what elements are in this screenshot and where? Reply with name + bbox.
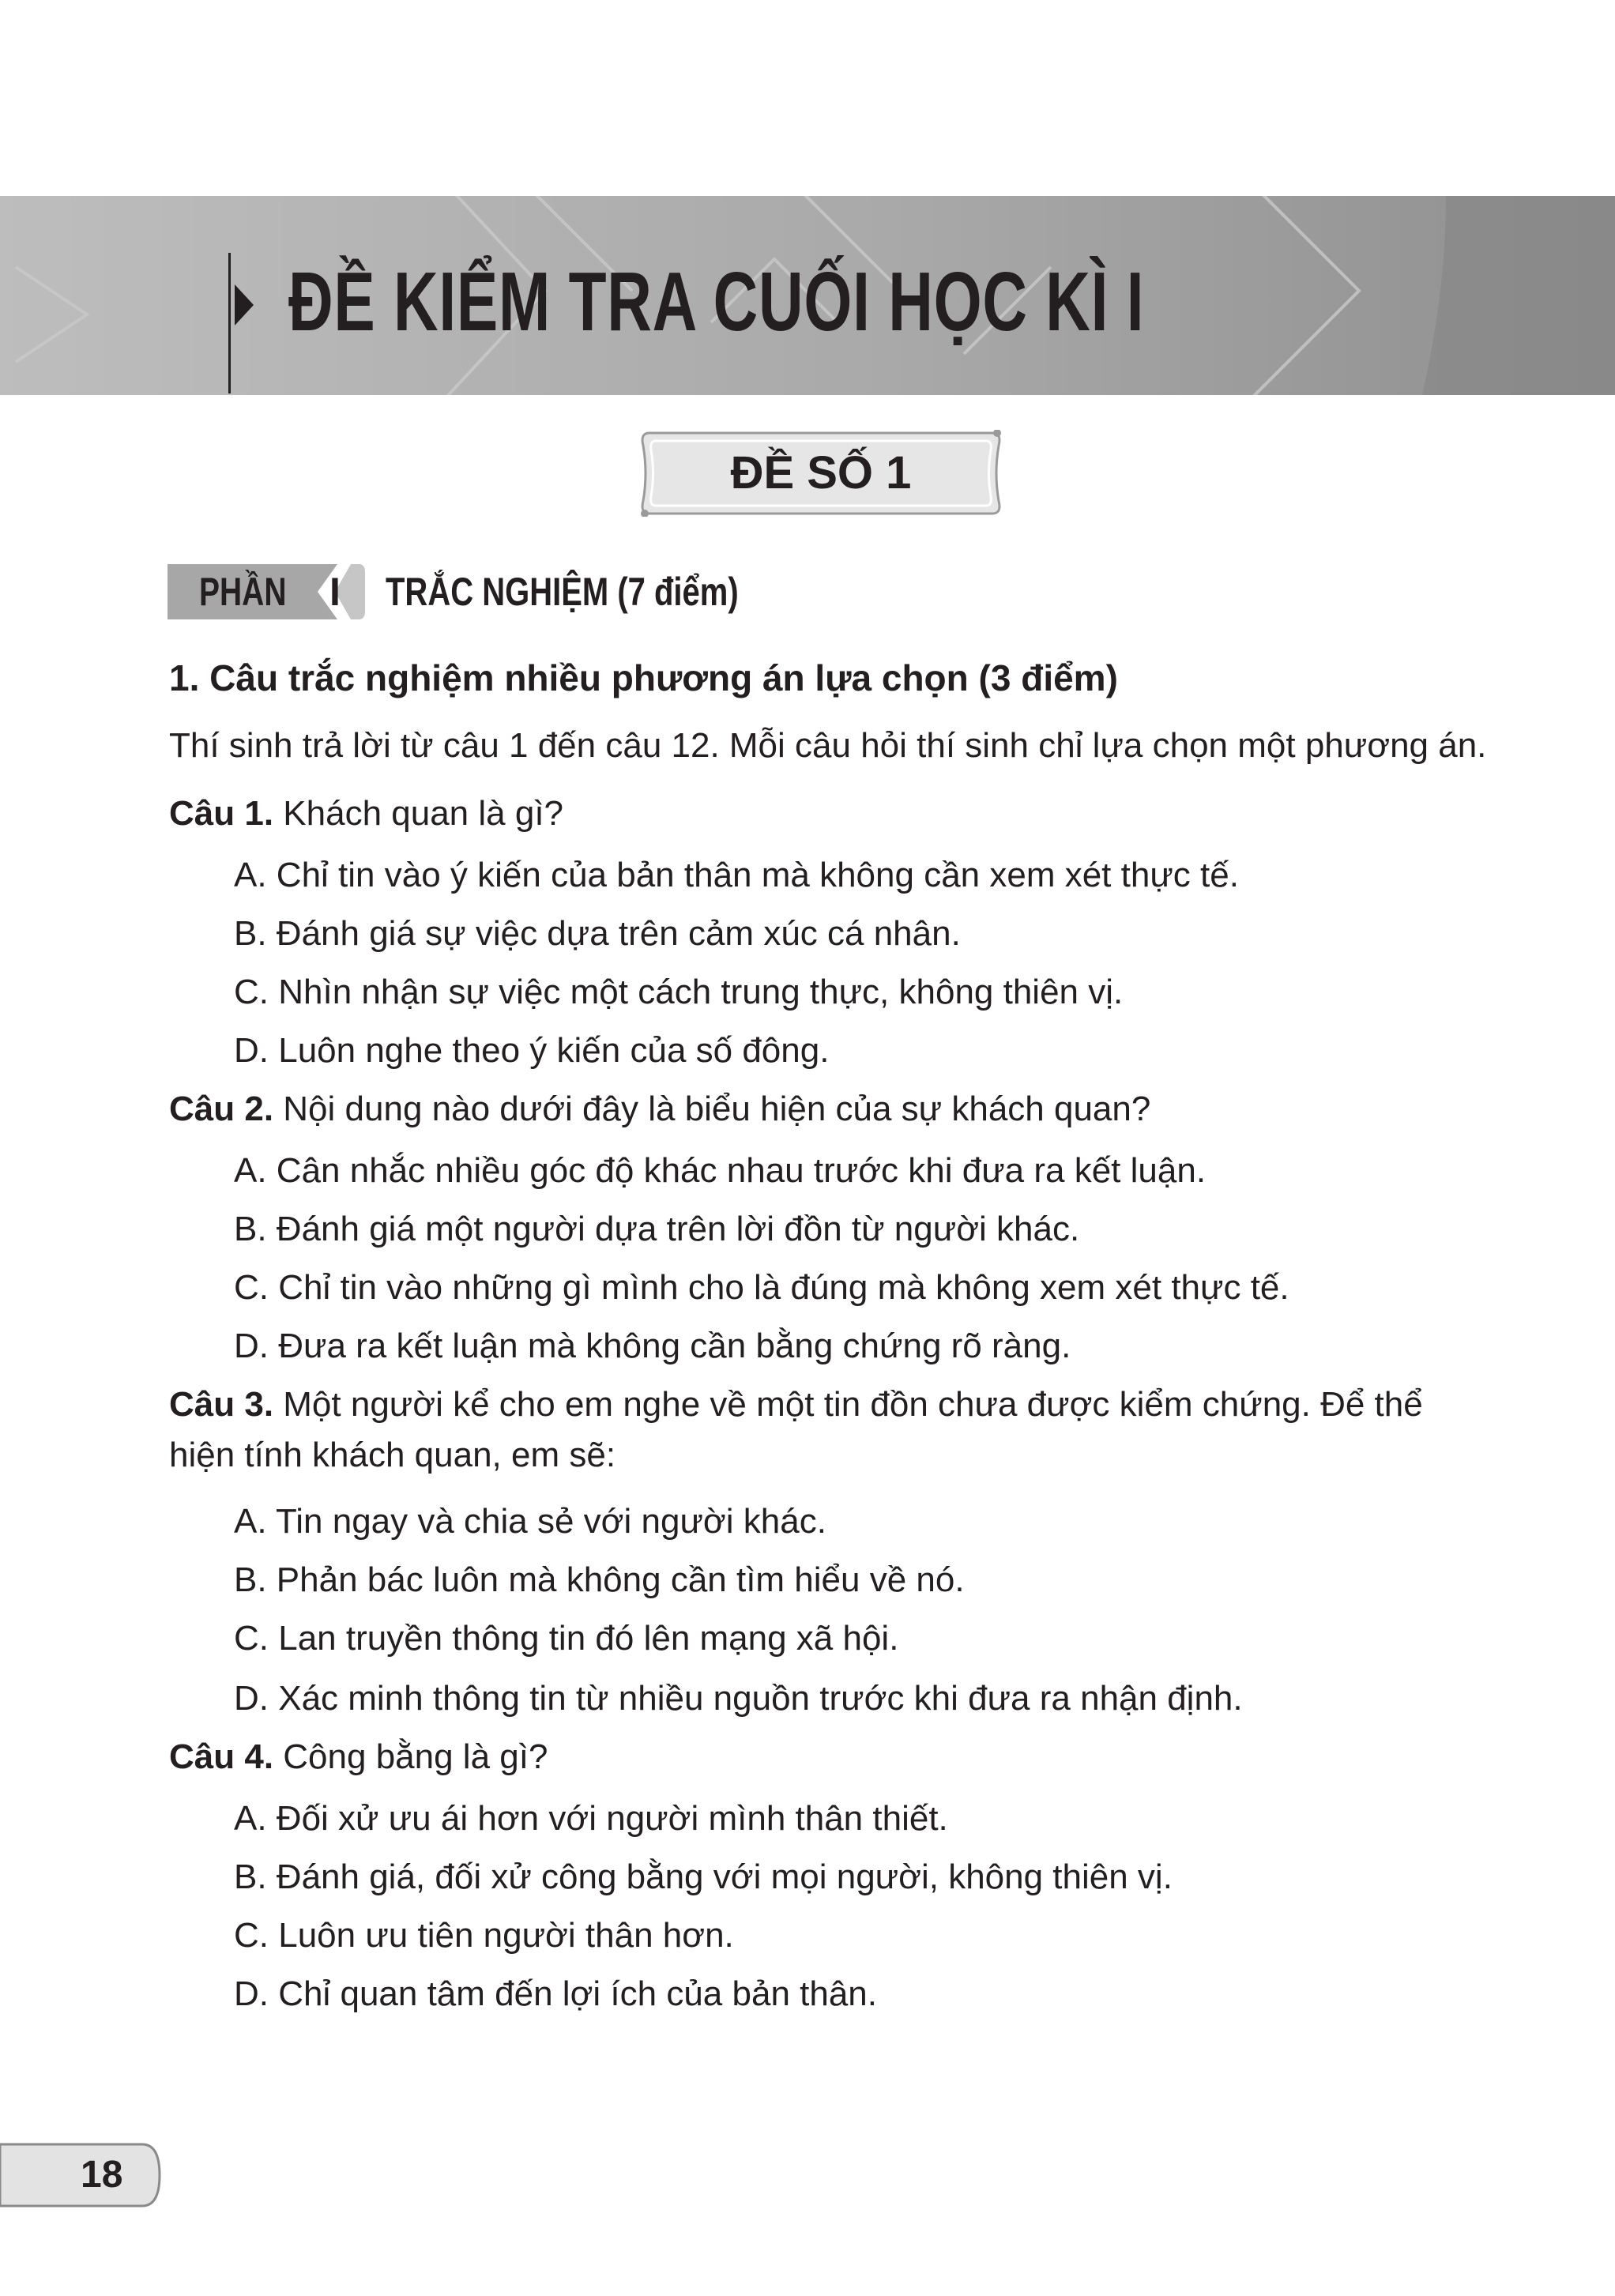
option-b: B. Đánh giá sự việc dựa trên cảm xúc cá nhân.: [234, 914, 961, 953]
banner-arrow-icon: [235, 284, 254, 326]
question-text: Công bằng là gì?: [283, 1737, 548, 1776]
option-a: A. Tin ngay và chia sẻ với người khác.: [234, 1502, 826, 1541]
exam-number-plate: [637, 430, 1005, 517]
question-4: [169, 1733, 548, 1781]
section-title: TRẮC NGHIỆM (7 điểm): [386, 570, 739, 614]
page-title: ĐỀ KIỂM TRA CUỐI HỌC KÌ I: [288, 255, 1145, 348]
exam-number: ĐỀ SỐ 1: [730, 447, 912, 499]
question-text: Nội dung nào dưới đây là biểu hiện của sự khách quan?: [283, 1090, 1151, 1128]
question-text: Một người kể cho em nghe về một tin đồn chưa được kiểm chứng. Để thể: [283, 1385, 1423, 1424]
option-a: A. Đối xử ưu ái hơn với người mình thân thiết.: [234, 1799, 948, 1838]
option-c: C. Chỉ tin vào những gì mình cho là đúng mà không xem xét thực tế.: [234, 1268, 1289, 1307]
option-a: A. Chỉ tin vào ý kiến của bản thân mà không cần xem xét thực tế.: [234, 856, 1239, 894]
question-label: Câu 3.: [169, 1385, 274, 1424]
question-3: [169, 1381, 1423, 1428]
question-2: [169, 1086, 1150, 1133]
question-text: Khách quan là gì?: [283, 794, 564, 833]
option-a: A. Cân nhắc nhiều góc độ khác nhau trước khi đưa ra kết luận.: [234, 1151, 1207, 1190]
option-d: D. Luôn nghe theo ý kiến của số đông.: [234, 1031, 830, 1070]
question-label: Câu 4.: [169, 1737, 274, 1776]
question-label: Câu 1.: [169, 794, 274, 833]
option-c: C. Lan truyền thông tin đó lên mạng xã hội.: [234, 1619, 899, 1658]
option-d: D. Đưa ra kết luận mà không cần bằng chứng rõ ràng.: [234, 1327, 1071, 1365]
subsection-heading: 1. Câu trắc nghiệm nhiều phương án lựa chọn (3 điểm): [169, 657, 1118, 698]
section-part-number: I: [329, 570, 341, 614]
option-c: C. Luôn ưu tiên người thân hơn.: [234, 1916, 734, 1955]
option-b: B. Phản bác luôn mà không cần tìm hiểu về nó.: [234, 1560, 965, 1599]
option-d: D. Chỉ quan tâm đến lợi ích của bản thân.: [234, 1974, 877, 2013]
question-text-continued: hiện tính khách quan, em sẽ:: [169, 1436, 616, 1474]
option-d: D. Xác minh thông tin từ nhiều nguồn trước khi đưa ra nhận định.: [234, 1679, 1243, 1718]
section-part-word: PHẦN: [199, 570, 287, 614]
option-c: C. Nhìn nhận sự việc một cách trung thực, không thiên vị.: [234, 973, 1124, 1011]
instruction-text: Thí sinh trả lời từ câu 1 đến câu 12. Mỗi câu hỏi thí sinh chỉ lựa chọn một phương án.: [169, 726, 1487, 765]
page-number: 18: [81, 2154, 123, 2196]
banner-vertical-line: [228, 253, 231, 393]
option-b: B. Đánh giá, đối xử công bằng với mọi người, không thiên vị.: [234, 1858, 1173, 1896]
option-b: B. Đánh giá một người dựa trên lời đồn từ người khác.: [234, 1210, 1080, 1248]
question-label: Câu 2.: [169, 1090, 274, 1128]
question-1: [169, 790, 563, 837]
